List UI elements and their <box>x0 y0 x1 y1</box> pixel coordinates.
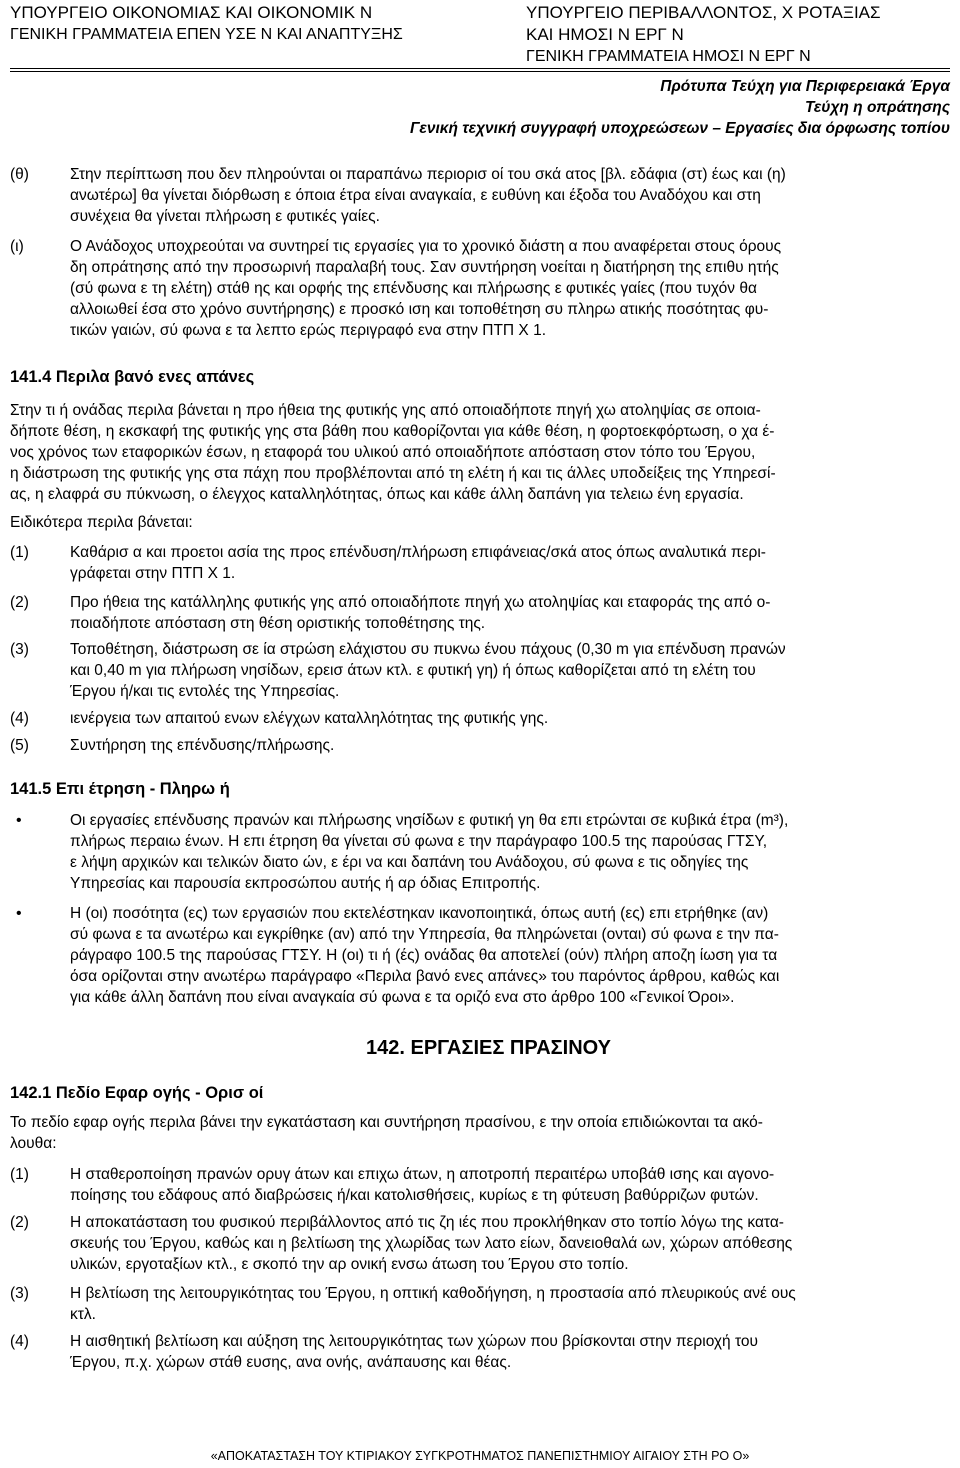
ministry-environment-title-1: ΥΠΟΥΡΓΕΙΟ ΠΕΡΙΒΑΛΛΟΝΤΟΣ, Χ ΡΟΤΑΞΙΑΣ <box>526 3 881 22</box>
item-text: Τοποθέτηση, διάστρωση σε ία στρώση ελάχιστου συ πυκνω ένου πάχους (0,30 m για επένδυση πρανών και 0,40 m για πλήρωση νησίδων, ερεισ άτων κτλ. ε φυτική γη) ή όπως καθορίζεται από τη ελέτη του Έργου ή/και τις εντολές της Υπηρεσίας. <box>70 641 786 700</box>
bullet-icon: • <box>16 812 22 829</box>
header-left <box>10 2 403 46</box>
ministry-environment-title-2: ΚΑΙ ΗΜΟΣΙ Ν ΕΡΓ Ν <box>526 25 684 44</box>
item-text: Καθάρισ α και προετοι ασία της προς επένδυση/πλήρωση επιφάνειας/σκά ατος όπως αναλυτικά περι- γράφεται στην ΠΤΠ Χ 1. <box>70 544 766 582</box>
bullet-text: Η (οι) ποσότητα (ες) των εργασιών που εκτελέστηκαν ικανοποιητικά, όπως αυτή (ες) επι ετρήθηκε (αν) σύ φωνα ε τα ανωτέρω και εγκρίθηκε (αν) από την Υπηρεσία, θα πληρώνεται (ονται) σύ φωνα ε την πα- ράγραφο 100.5 της παρούσας ΓΤΣΥ. Η (οι) τι ή (ές) ονάδας θα αποτελεί (ούν) πλήρη αποζη ίωση για τα όσα ορίζονται στην ανωτέρω παράγραφο «Περιλα βανό ενες απάνες» του παρόντος άρθρου, καθώς και για κάθε άλλη δαπάνη που είναι αναγκαία σύ φωνα ε τα οριζό ενα στο άρθρο 100 «Γενικοί Όροι». <box>70 905 780 1006</box>
section-title-142: 142. ΕΡΓΑΣΙΕΣ ΠΡΑΣΙΝΟΥ <box>366 1037 611 1059</box>
item-text: Η σταθεροποίηση πρανών ορυγ άτων και επιχω άτων, η αποτροπή περαιτέρω υποβάθ ισης και αγονο- ποίησης του εδάφους από διαβρώσεις ή/και κατολισθήσεις, κυρίως ε τη φύτευση βαθύρριζων φυτών. <box>70 1166 775 1204</box>
item-text: Στην περίπτωση που δεν πληρούνται οι παραπάνω περιορισ οί του σκά ατος [βλ. εδάφια (στ) έως και (η) ανωτέρω] θα γίνεται διόρθωση ε όποια έτρα είναι αναγκαία, ε ευθύνη και έξοδα του Αναδόχου και στη συνέχεια θα γίνεται πλήρωση ε φυτικές γαίες. <box>70 166 786 225</box>
item-text: Η βελτίωση της λειτουργικότητας του Έργου, η οπτική καθοδήγηση, η προστασία από πλευρικούς ανέ ους κτλ. <box>70 1285 796 1323</box>
item-number: (4) <box>10 1333 29 1350</box>
header-rule-top <box>10 68 950 69</box>
item-number: (1) <box>10 1166 29 1183</box>
item-text: ιενέργεια των απαιτού ενων ελέγχων καταλληλότητας της φυτικής γης. <box>70 710 549 727</box>
ministry-economy-title: ΥΠΟΥΡΓΕΙΟ ΟΙΚΟΝΟΜΙΑΣ ΚΑΙ ΟΙΚΟΝΟΜΙΚ Ν <box>10 3 373 22</box>
item-text: Ο Ανάδοχος υποχρεούται να συντηρεί τις εργασίες για το χρονικό διάστη α που αναφέρεται στους όρους δη οπράτησης από την προσωρινή παραλαβή τους. Σαν συντήρηση νοείται η διατήρηση της επιθυ ητής (σύ φωνα ε τη ελέτη) στάθ ης και ορφής της επένδυσης και πλήρωσης ε φυτικές γαίες (που τυχόν θα αλλοιωθεί έσα στο χρόνο συντήρησης) ε προσκό ιση και τοποθέτηση συ πληρω ατικής ποσότητας φυ- τικών γαιών, σύ φωνα ε τα λεπτο ερώς περιγραφό ενα στην ΠΤΠ Χ 1. <box>70 238 782 339</box>
page-footer: «ΑΠΟΚΑΤΑΣΤΑΣΗ ΤΟΥ ΚΤΙΡΙΑΚΟΥ ΣΥΓΚΡΟΤΗΜΑΤΟΣ ΠΑΝΕΠΙΣΤΗΜΙΟΥ ΑΙΓΑΙΟΥ ΣΤΗ ΡΟ Ο» <box>210 1449 750 1463</box>
bullet-text: Οι εργασίες επένδυσης πρανών και πλήρωσης νησίδων ε φυτική γη θα επι ετρώνται σε κυβικά έτρα (m³), πλήρως περαιω ένων. Η επι έτρηση θα γίνεται σύ φωνα ε την παράγραφο 100.5 της παρούσας ΓΤΣΥ, ε λήψη αρχικών και τελικών διατο ών, ε έρι να και δαπάνη του Ανάδοχου, σύ φωνα ε τις οδηγίες της Υπηρεσίας και παρουσία εκπροσώπου αυτής ή αρ όδιας Επιτροπής. <box>70 812 789 892</box>
item-number: (2) <box>10 1214 29 1231</box>
item-number: (4) <box>10 710 29 727</box>
section-heading-141-5: 141.5 Επι έτρηση - Πληρω ή <box>10 780 230 798</box>
item-text: Προ ήθεια της κατάλληλης φυτικής γης από οποιαδήποτε πηγή χω ατοληψίας και εταφοράς της από ο- ποιαδήποτε απόσταση στη θέση οριστικής τοποθέτησης της. <box>70 594 771 632</box>
header-rule-bottom <box>10 71 950 72</box>
doc-volume-line: Τεύχη η οπράτησης <box>804 99 950 116</box>
bullet-icon: • <box>16 905 22 922</box>
general-secretariat-investments: ΓΕΝΙΚΗ ΓΡΑΜΜΑΤΕΙΑ ΕΠΕΝ ΥΣΕ Ν ΚΑΙ ΑΝΑΠΤΥΞΗΣ <box>10 26 403 43</box>
doc-spec-line: Γενική τεχνική συγγραφή υποχρεώσεων – Εργασίες δια όρφωσης τοπίου <box>409 120 950 137</box>
item-number: (3) <box>10 641 29 658</box>
section-141-4-intro: Στην τι ή ονάδας περιλα βάνεται η προ ήθεια της φυτικής γης από οποιαδήποτε πηγή χω ατοληψίας σε οποια- δήποτε θέση, η εκσκαφή της φυτικής γης στα βάθη που καθορίζονται για κάθε θέση, η φορτοεκφόρτωση, ο χα έ- νος χρόνος των εταφορικών έσων, η εταφορά του υλικού από οποιαδήποτε απόσταση στον τόπο του Έργου, η διάστρωση της φυτικής γης στα πάχη που προβλέπονται από τη ελέτη ή και τις άλλες υποδείξεις της Υπηρεσί- ας, η ελαφρά συ πύκνωση, ο έλεγχος καταλληλότητας, όπως και κάθε άλλη δαπάνη για τελειω ένη εργασία. <box>10 402 776 503</box>
item-number: (θ) <box>10 166 29 183</box>
header-right <box>526 2 881 68</box>
item-text: Η αισθητική βελτίωση και αύξηση της λειτουργικότητας των χώρων που βρίσκονται στην περιοχή του Έργου, π.χ. χώρων στάθ ευσης, ανα ονής, ανάπαυσης και θέας. <box>70 1333 758 1371</box>
section-141-4-specifically: Ειδικότερα περιλα βάνεται: <box>10 514 193 531</box>
section-142-1-intro: Το πεδίο εφαρ ογής περιλα βάνει την εγκατάσταση και συντήρηση πρασίνου, ε την οποία επιδιώκονται τα ακό- λουθα: <box>10 1114 763 1152</box>
item-number: (2) <box>10 594 29 611</box>
item-number: (1) <box>10 544 29 561</box>
item-number: (3) <box>10 1285 29 1302</box>
doc-series-line: Πρότυπα Τεύχη για Περιφερειακά Έργα <box>660 78 950 95</box>
item-text: Συντήρηση της επένδυσης/πλήρωσης. <box>70 737 335 754</box>
general-secretariat-public-works: ΓΕΝΙΚΗ ΓΡΑΜΜΑΤΕΙΑ ΗΜΟΣΙ Ν ΕΡΓ Ν <box>526 48 811 65</box>
document-info-block <box>410 76 950 139</box>
section-heading-141-4: 141.4 Περιλα βανό ενες απάνες <box>10 368 255 386</box>
section-heading-142-1: 142.1 Πεδίο Εφαρ ογής - Ορισ οί <box>10 1084 264 1102</box>
item-number: (ι) <box>10 238 24 255</box>
item-text: Η αποκατάσταση του φυσικού περιβάλλοντος από τις ζη ιές που προκλήθηκαν στο τοπίο λόγω της κατα- σκευής του Έργου, καθώς και η βελτίωση της χλωρίδας των λατο είων, δανειοθαλά ων, χώρων απόθεσης υλικών, εργοταξίων κτλ., ε σκοπό την αρ ονική ενσω άτωση του Έργου στο τοπίο. <box>70 1214 793 1273</box>
item-number: (5) <box>10 737 29 754</box>
